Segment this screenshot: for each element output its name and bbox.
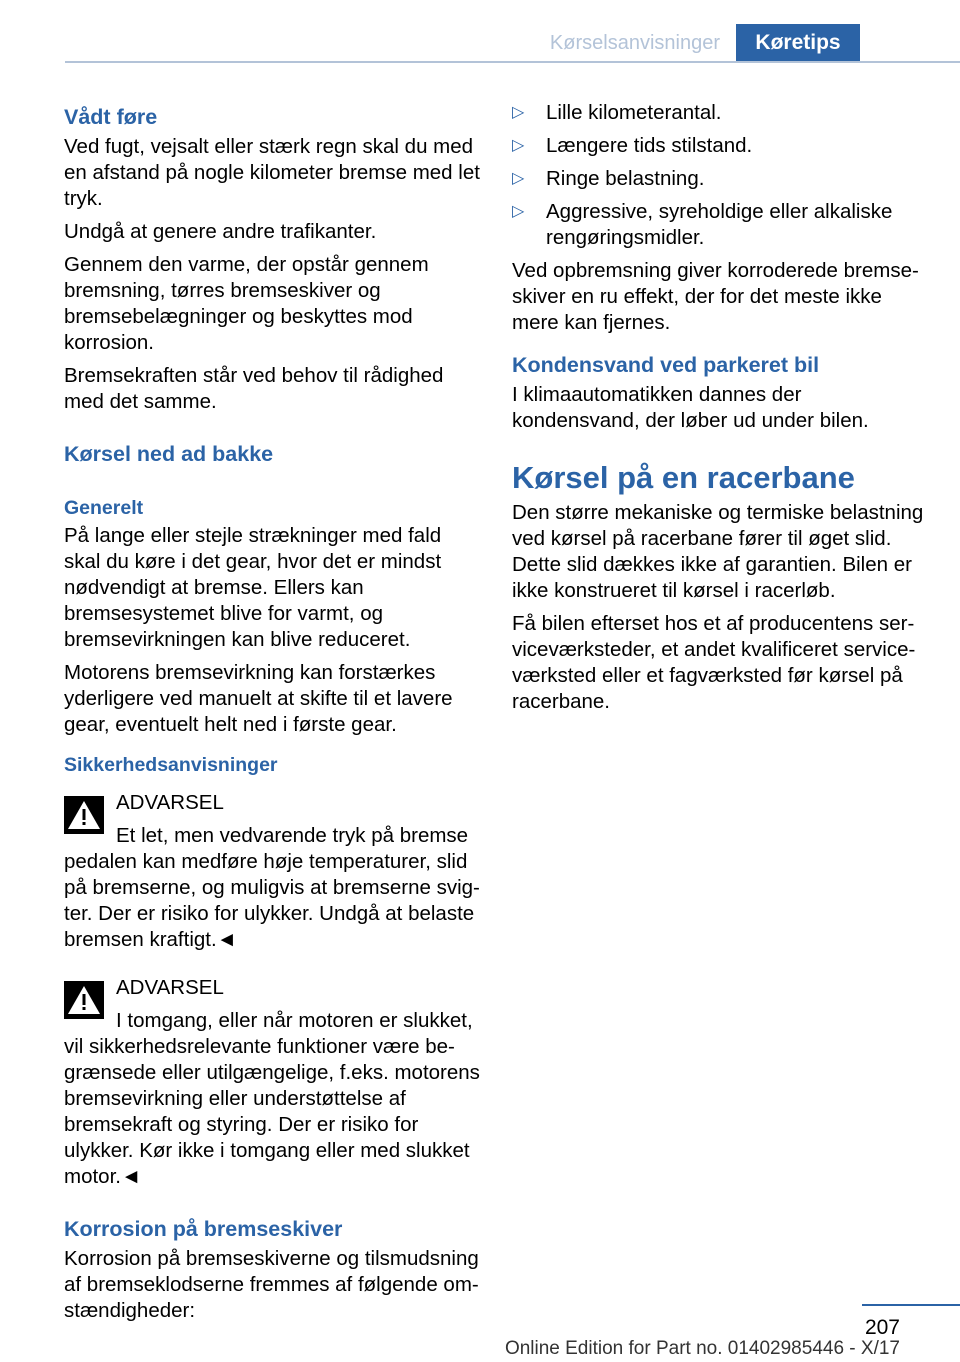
paragraph: Undgå at genere andre trafikanter.	[64, 220, 377, 243]
active-tab[interactable]: Køretips	[736, 24, 860, 62]
left-column	[64, 100, 480, 1331]
heading-corrosion: Korrosion på bremseskiver	[64, 1217, 343, 1241]
heading-downhill: Kørsel ned ad bakke	[64, 442, 274, 466]
list-item: ▷ Lille kilometerantal.	[512, 101, 722, 124]
warning-text: pedalen kan medføre høje temperaturer, slid på bremserne, og muligvis at bremserne svigter. Der er risiko for ulykker. Undgå at belaste bremsen kraftigt.◄	[64, 850, 480, 951]
paragraph: Den større mekaniske og termiske belastning ved kørsel på racerbane fører til øget slid. Dette slid dækkes ikke af garantien. Bilen er ikke konstrueret til kørsel i racerløb.	[512, 501, 924, 602]
warning-block	[64, 975, 480, 1190]
page-header	[0, 0, 960, 62]
paragraph: Bremsekraften står ved behov til rådighed med det samme.	[64, 364, 444, 413]
warning-title: ADVARSEL	[116, 791, 224, 814]
paragraph: Ved fugt, vejsalt eller stærk regn skal du med en afstand på nogle kilometer bremse med let tryk.	[64, 135, 480, 210]
heading-racetrack: Kørsel på en racerbane	[512, 460, 855, 495]
warning-title: ADVARSEL	[116, 976, 224, 999]
heading-condensate: Kondensvand ved parkeret bil	[512, 353, 820, 377]
warning-text-first-line: Et let, men vedvarende tryk på bremse	[116, 824, 469, 847]
warning-text-first-line: I tomgang, eller når motoren er slukket,	[116, 1009, 473, 1032]
warning-text: vil sikkerhedsrelevante funktioner være begrænsede eller utilgængelige, f.eks. motorens bremsevirkning eller understøttelse af bremsekraft og styring. Der er risiko for ulykker. Kør ikke i tomgang eller med slukket motor.◄	[64, 1035, 480, 1188]
paragraph: I klimaautomatikken dannes der kondensvand, der løber ud under bilen.	[512, 383, 869, 432]
section-tab[interactable]: Kørselsanvisninger	[549, 32, 720, 54]
footer-divider	[862, 1304, 960, 1306]
paragraph: På lange eller stejle strækninger med fald skal du køre i det gear, hvor det er mindst nødvendigt at bremse. Ellers kan bremsesystemet blive for varmt, og bremsevirkningen kan blive reduceret.	[64, 524, 442, 651]
list-item: ▷ Længere tids stilstand.	[512, 134, 753, 157]
heading-wet-conditions: Vådt føre	[64, 105, 158, 129]
page-number: 207	[864, 1316, 900, 1339]
bullet-arrow-icon: ▷	[512, 137, 525, 154]
warning-triangle-icon	[64, 981, 104, 1019]
paragraph: Motorens bremsevirkning kan forstærkes yderligere ved manuelt at skifte til et lavere gear, eventuelt helt ned i første gear.	[64, 661, 453, 736]
paragraph: Gennem den varme, der opstår gennem bremsning, tørres bremseskiver og bremsebelægninger og beskyttes mod korrosion.	[64, 253, 429, 354]
bullet-arrow-icon: ▷	[512, 170, 525, 187]
header-divider	[65, 61, 960, 63]
paragraph: Få bilen efterset hos et af producentens serviceværksteder, et andet kvalificeret serviceværksted eller et fagværksted før kørsel på racerbane.	[512, 612, 916, 713]
bullet-list	[512, 100, 926, 251]
list-item: ▷ Ringe belastning.	[512, 167, 705, 190]
paragraph: Korrosion på bremseskiverne og tilsmudsning af bremseklodserne fremmes af følgende omstændigheder:	[64, 1247, 479, 1322]
warning-block	[64, 790, 480, 953]
bullet-arrow-icon: ▷	[512, 203, 525, 220]
warning-triangle-icon	[64, 796, 104, 834]
list-item: ▷ Aggressive, syreholdige eller alkaliske rengøringsmidler.	[512, 200, 893, 249]
edition-watermark: Online Edition for Part no. 01402985446 - X/17	[504, 1338, 900, 1359]
paragraph: Ved opbremsning giver korroderede bremseskiver en ru effekt, der for det meste ikke mere kan fjernes.	[512, 259, 919, 334]
right-column	[512, 100, 926, 722]
subheading-safety: Sikkerhedsanvisninger	[64, 754, 278, 776]
bullet-arrow-icon: ▷	[512, 104, 525, 121]
subheading-general: Generelt	[64, 497, 144, 519]
